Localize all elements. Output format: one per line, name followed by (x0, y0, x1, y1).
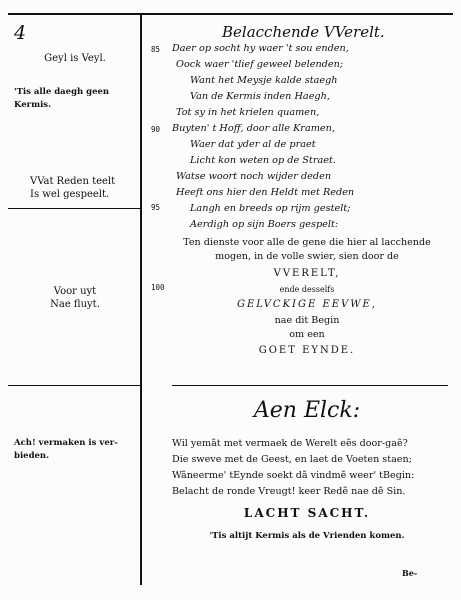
verse-line: Watse woort noch wijder deden (176, 171, 332, 182)
page-number: 4 (14, 22, 27, 44)
margin-note-line: Is wel gespeelt. (30, 189, 110, 200)
margin-note-line: VVat Reden teelt (30, 176, 116, 187)
verse-line: Heeft ons hier den Heldt met Reden (176, 187, 355, 198)
margin-note-line: Geyl is Veyl. (44, 53, 106, 64)
verse-line: Waer dat yder al de praet (190, 139, 316, 150)
section-rule (172, 385, 448, 386)
column-divider (140, 13, 142, 585)
line-number-90: 90 (151, 125, 161, 134)
verse-line: Langh en breeds op rijm gestelt; (190, 203, 351, 214)
dedication-line: om een (289, 329, 325, 340)
catchword: Be- (402, 568, 418, 578)
margin-note-line: Voor uyt (53, 286, 97, 297)
verse-line: Aerdigh op sijn Boers gespelt: (190, 219, 339, 230)
margin-note-geyl (16, 52, 134, 65)
running-head: Belacchende VVerelt. (222, 23, 385, 41)
verse-line: Daer op socht hy waer 't sou enden, (172, 43, 349, 54)
margin-note-line: Kermis. (14, 100, 52, 110)
section-title: Aen Elck: (253, 398, 361, 423)
dedication-line: GOET EYNDE. (258, 345, 356, 356)
verse-line: Buyten' t Hoff, door alle Kramen, (172, 123, 335, 134)
dedication-line: VVERELT, (273, 268, 341, 279)
line-number-95: 95 (151, 203, 161, 212)
poem-line: Wil yemãt met vermaek de Werelt eẽs door-gaẽ? (172, 438, 408, 449)
verse-line: Licht kon weten op de Straet. (190, 155, 336, 166)
verse-line: Van de Kermis inden Haegh, (190, 91, 330, 102)
dedication-line: Ten dienste voor alle de gene die hier al lacchende (183, 237, 431, 248)
dedication-line: ende desselfs (279, 285, 335, 294)
verse-line: Tot sy in het krielen quamen, (176, 107, 320, 118)
top-rule (8, 13, 453, 15)
motto-line: 'Tis altijt Kermis als de Vrienden komen. (209, 531, 405, 541)
margin-note-voor (16, 285, 134, 311)
poem-line: Wãneerme' tEynde soekt dã vindmẽ weer' tBegin: (172, 470, 415, 481)
margin-note-reden (30, 175, 148, 201)
margin-note-kermis (14, 86, 134, 112)
dedication-line: nae dit Begin (274, 315, 340, 326)
margin-note-line: Nae fluyt. (50, 299, 100, 310)
margin-note-line: Ach! vermaken is ver- (14, 438, 118, 448)
margin-note-line: bieden. (14, 451, 50, 461)
dedication-line: GELVCKIGE EEVWE, (236, 299, 378, 310)
verse-line: Oock waer 'tlief geweel belenden; (176, 59, 344, 70)
margin-rule-2 (8, 385, 140, 386)
verse-line: Want het Meysje kalde staegh (190, 75, 338, 86)
closing-line: LACHT SACHT. (243, 506, 371, 520)
poem-line: Die sweve met de Geest, en laet de Voeten staen; (172, 454, 412, 465)
poem-line: Belacht de ronde Vreugt! keer Redẽ nae dẽ Sin. (172, 486, 406, 497)
margin-note-ach (14, 437, 134, 463)
margin-note-line: 'Tis alle daegh geen (14, 87, 110, 97)
dedication-line: mogen, in de volle swier, sien door de (215, 251, 399, 262)
margin-rule-1 (8, 208, 140, 209)
line-number-85: 85 (151, 45, 161, 54)
line-number-100: 100 (151, 283, 165, 292)
